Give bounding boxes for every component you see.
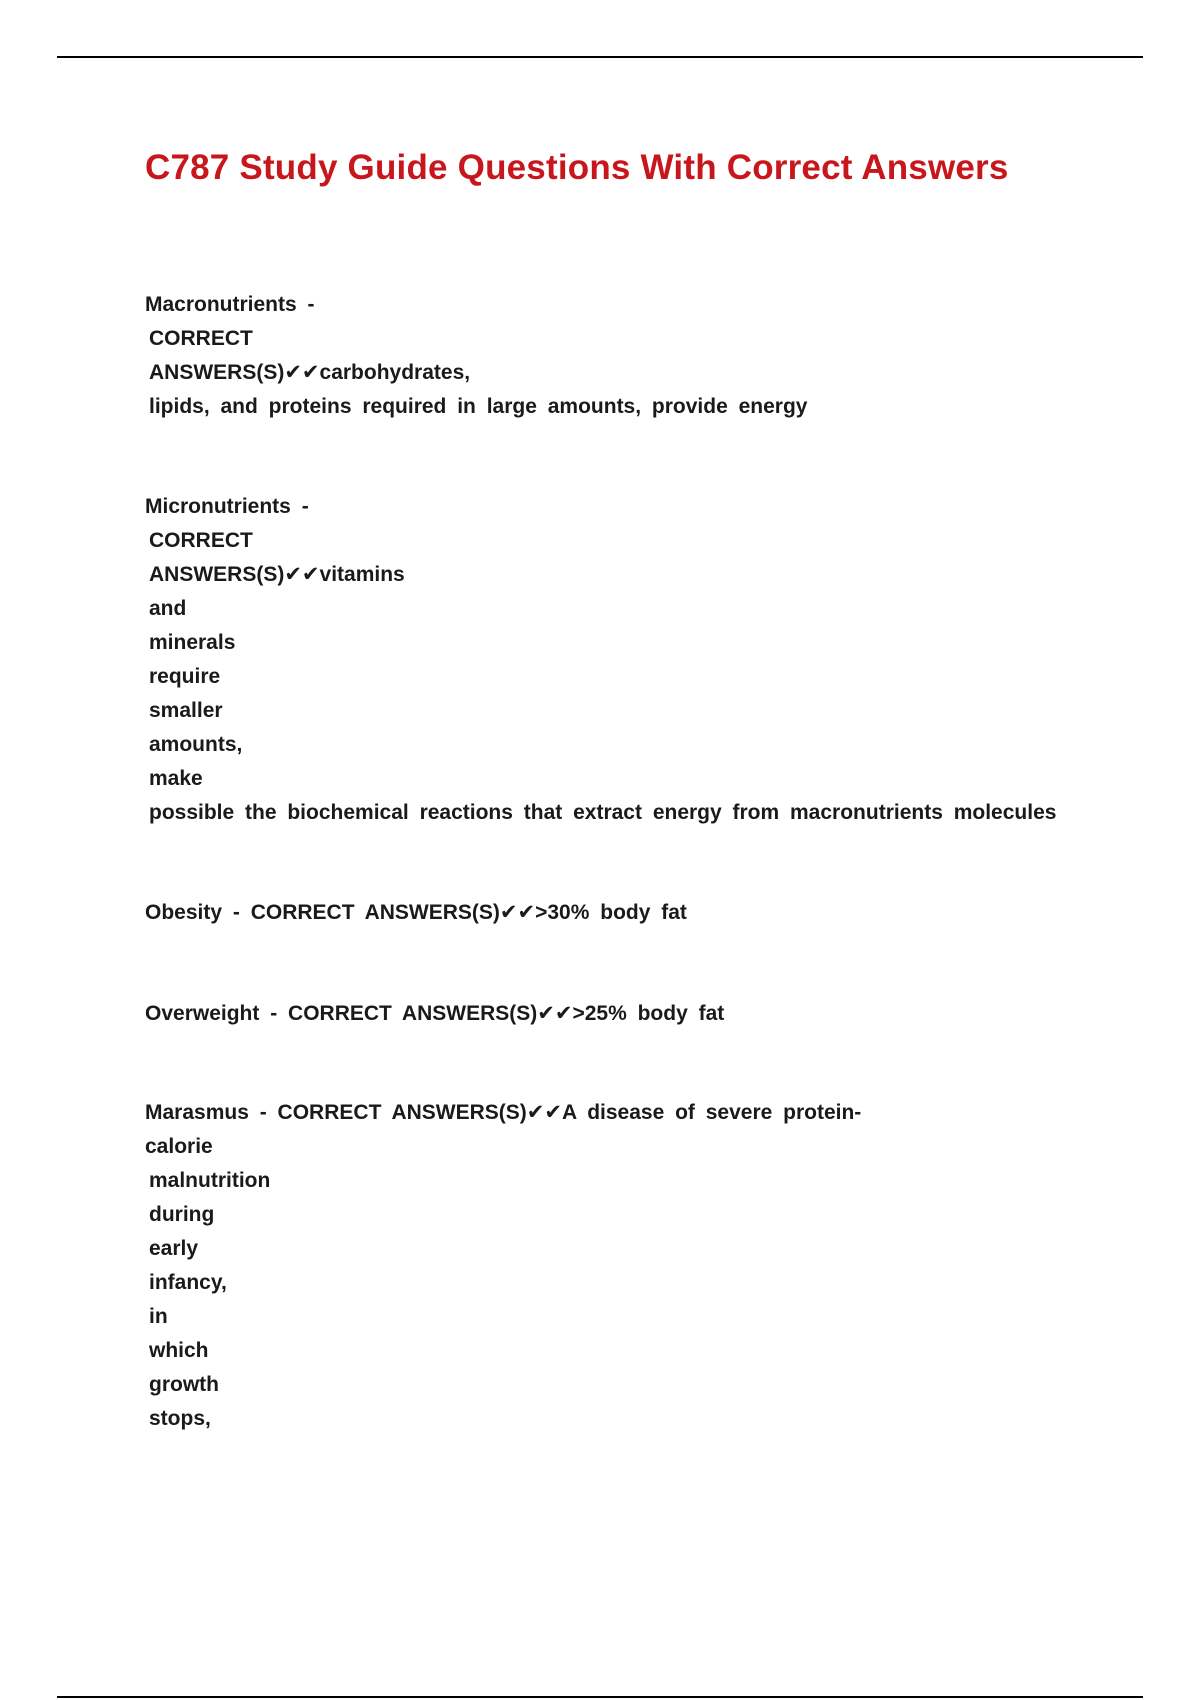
qa-answer-line: smaller xyxy=(149,699,223,722)
qa-answer-line: in xyxy=(149,1305,168,1328)
qa-answer: - CORRECT ANSWERS(S)✔✔>30% body fat xyxy=(232,901,687,924)
qa-term: Obesity xyxy=(145,901,223,924)
qa-item-macronutrients xyxy=(145,288,807,424)
qa-term-line xyxy=(145,490,1056,524)
qa-answer-line: infancy, xyxy=(149,1271,227,1294)
qa-answer-line: make xyxy=(149,767,203,790)
header-rule xyxy=(57,56,1143,58)
qa-term: Overweight xyxy=(145,1002,260,1025)
qa-item-marasmus xyxy=(145,1096,861,1436)
qa-answer-line: ANSWERS(S)✔✔vitamins xyxy=(149,563,405,586)
footer-rule xyxy=(57,1696,1143,1698)
document-title: C787 Study Guide Questions With Correct Answers xyxy=(145,148,1009,187)
qa-answer-line: calorie xyxy=(145,1135,213,1158)
qa-item-overweight xyxy=(145,997,724,1031)
qa-answer-line: CORRECT xyxy=(149,327,253,350)
qa-answer-line: growth xyxy=(149,1373,219,1396)
qa-answer-line: stops, xyxy=(149,1407,211,1430)
qa-answer-line: malnutrition xyxy=(149,1169,271,1192)
qa-answer-line: possible the biochemical reactions that extract energy from macronutrients molecules xyxy=(149,801,1057,824)
qa-answer-line: require xyxy=(149,665,221,688)
qa-term-line xyxy=(145,896,687,930)
qa-answer: - CORRECT ANSWERS(S)✔✔A disease of severe protein- xyxy=(259,1101,862,1124)
qa-answer-line: lipids, and proteins required in large amounts, provide energy xyxy=(149,395,808,418)
qa-answer-line: early xyxy=(149,1237,199,1260)
qa-term: Micronutrients xyxy=(145,495,291,518)
qa-term-line xyxy=(145,997,724,1031)
qa-separator: - xyxy=(301,495,309,518)
qa-answer-line: ANSWERS(S)✔✔carbohydrates, xyxy=(149,361,471,384)
qa-item-micronutrients xyxy=(145,490,1056,830)
qa-term: Marasmus xyxy=(145,1101,249,1124)
qa-answer-line: and xyxy=(149,597,187,620)
qa-term: Macronutrients xyxy=(145,293,297,316)
qa-term-line xyxy=(145,1096,861,1130)
qa-answer: - CORRECT ANSWERS(S)✔✔>25% body fat xyxy=(270,1002,725,1025)
qa-term-line xyxy=(145,288,807,322)
qa-item-obesity xyxy=(145,896,687,930)
qa-answer-line: which xyxy=(149,1339,209,1362)
qa-separator: - xyxy=(307,293,315,316)
qa-answer-line: CORRECT xyxy=(149,529,253,552)
qa-answer-line: minerals xyxy=(149,631,236,654)
qa-answer-line: amounts, xyxy=(149,733,243,756)
qa-answer-line: during xyxy=(149,1203,215,1226)
